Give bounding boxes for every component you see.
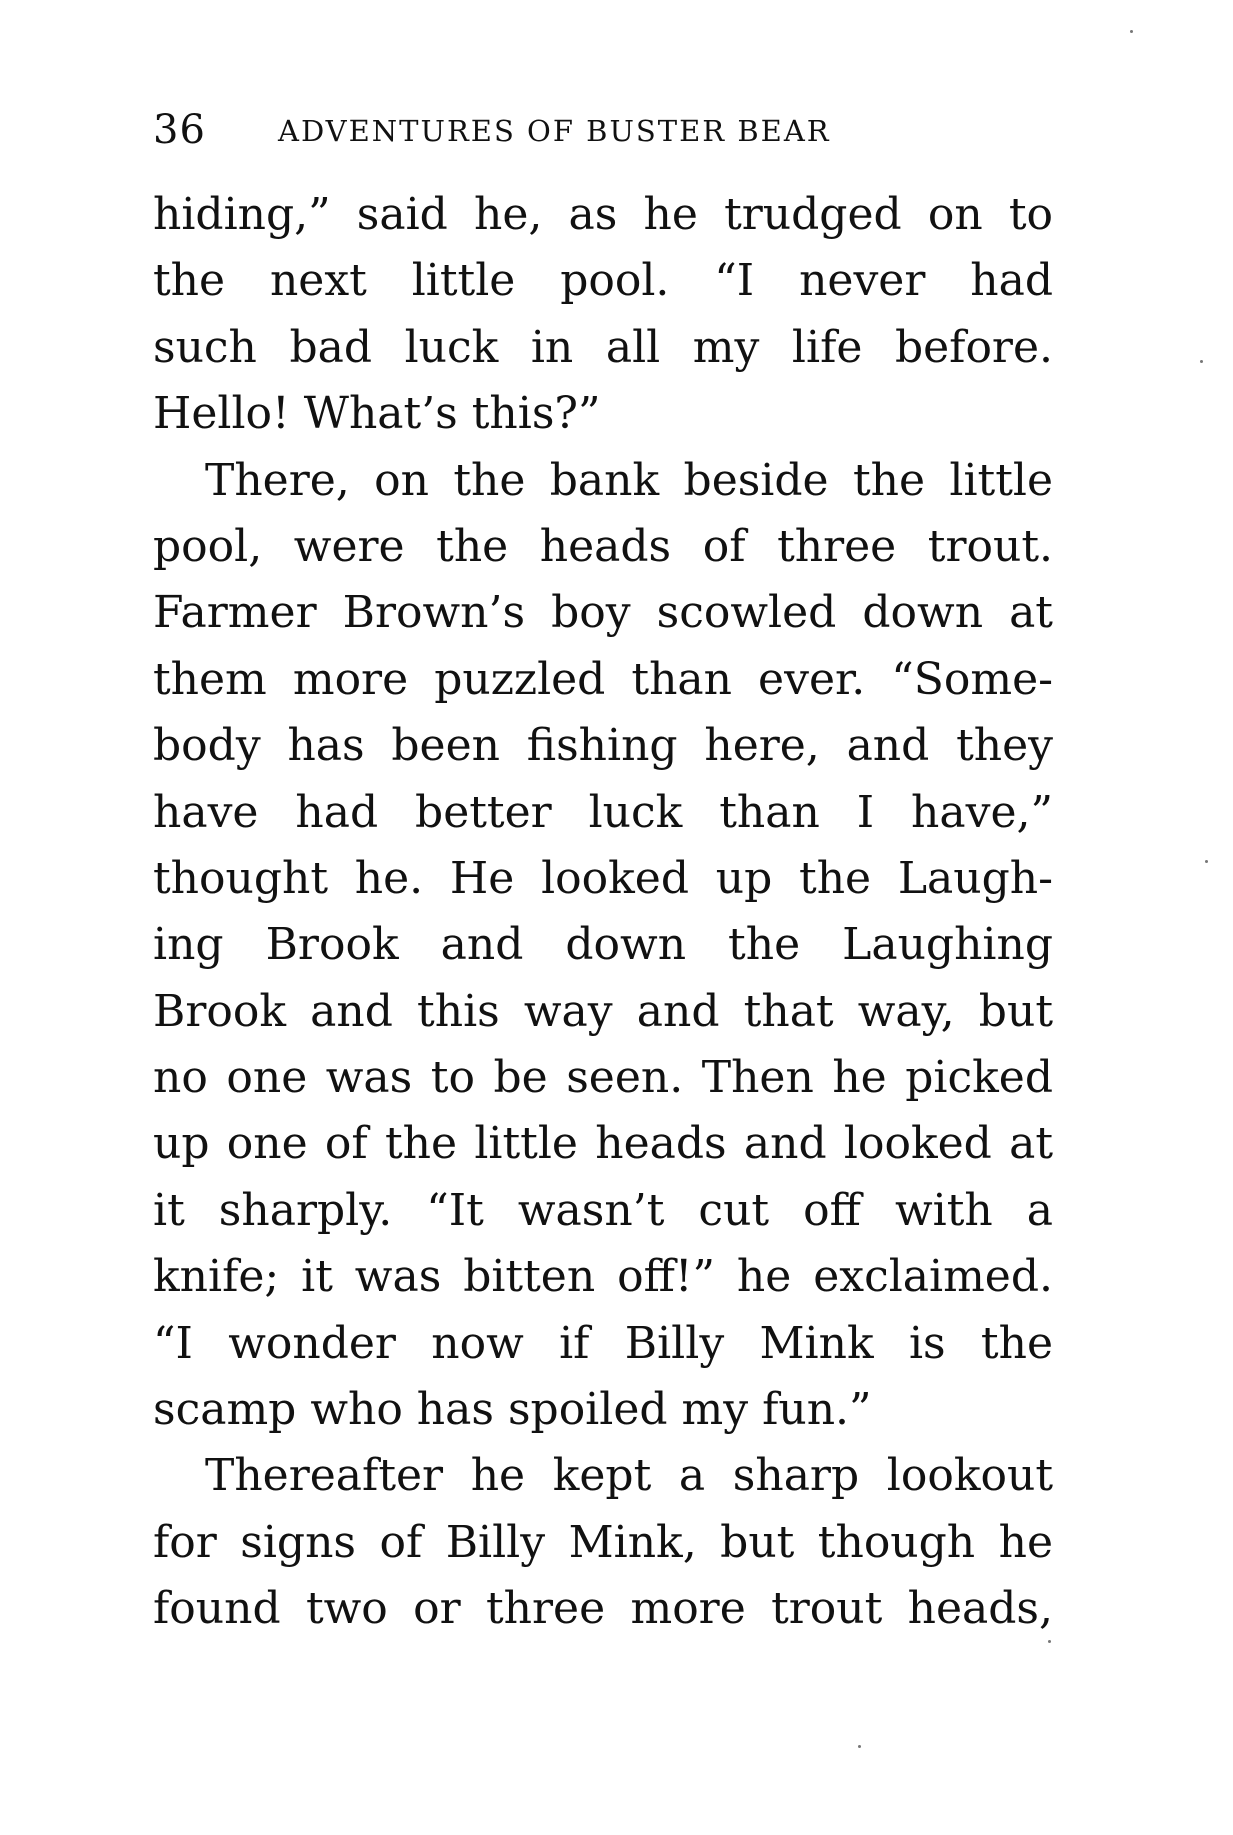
text-line: Hello! What’s this?” bbox=[153, 388, 601, 440]
paragraph-start-line: There, on the bank beside the little bbox=[205, 454, 1053, 506]
text-line: knife; it was bitten off!” he exclaimed. bbox=[153, 1251, 1053, 1303]
text-line: Farmer Brown’s boy scowled down at bbox=[153, 587, 1053, 639]
text-line: body has been fishing here, and they bbox=[153, 720, 1053, 772]
paper-speck bbox=[858, 1745, 861, 1748]
text-line: thought he. He looked up the Laugh- bbox=[153, 852, 1053, 904]
text-line: them more puzzled than ever. “Some- bbox=[153, 653, 1053, 705]
paper-speck bbox=[1130, 30, 1133, 33]
text-line: it sharply. “It wasn’t cut off with a bbox=[153, 1184, 1053, 1236]
text-line: found two or three more trout heads, bbox=[153, 1583, 1053, 1635]
text-line: scamp who has spoiled my fun.” bbox=[153, 1384, 872, 1436]
paper-speck bbox=[1048, 1640, 1051, 1643]
text-line: Brook and this way and that way, but bbox=[153, 985, 1053, 1037]
text-line: no one was to be seen. Then he picked bbox=[153, 1052, 1053, 1104]
text-line: have had better luck than I have,” bbox=[153, 786, 1053, 838]
paragraph-start-line: Thereafter he kept a sharp lookout bbox=[205, 1450, 1053, 1502]
paper-speck bbox=[1205, 860, 1208, 863]
body-text bbox=[153, 182, 1053, 1643]
running-head: ADVENTURES OF BUSTER BEAR bbox=[278, 114, 831, 148]
text-line: such bad luck in all my life before. bbox=[153, 321, 1053, 373]
page-header bbox=[153, 100, 1083, 160]
text-line: the next little pool. “I never had bbox=[153, 255, 1053, 307]
text-line: ing Brook and down the Laughing bbox=[153, 919, 1053, 971]
text-line: hiding,” said he, as he trudged on to bbox=[153, 189, 1053, 240]
paper-speck bbox=[1200, 360, 1203, 363]
text-line: up one of the little heads and looked at bbox=[153, 1118, 1053, 1170]
text-line: pool, were the heads of three trout. bbox=[153, 520, 1053, 572]
text-line: for signs of Billy Mink, but though he bbox=[153, 1516, 1053, 1568]
text-line: “I wonder now if Billy Mink is the bbox=[153, 1317, 1053, 1369]
page-number: 36 bbox=[153, 107, 206, 153]
